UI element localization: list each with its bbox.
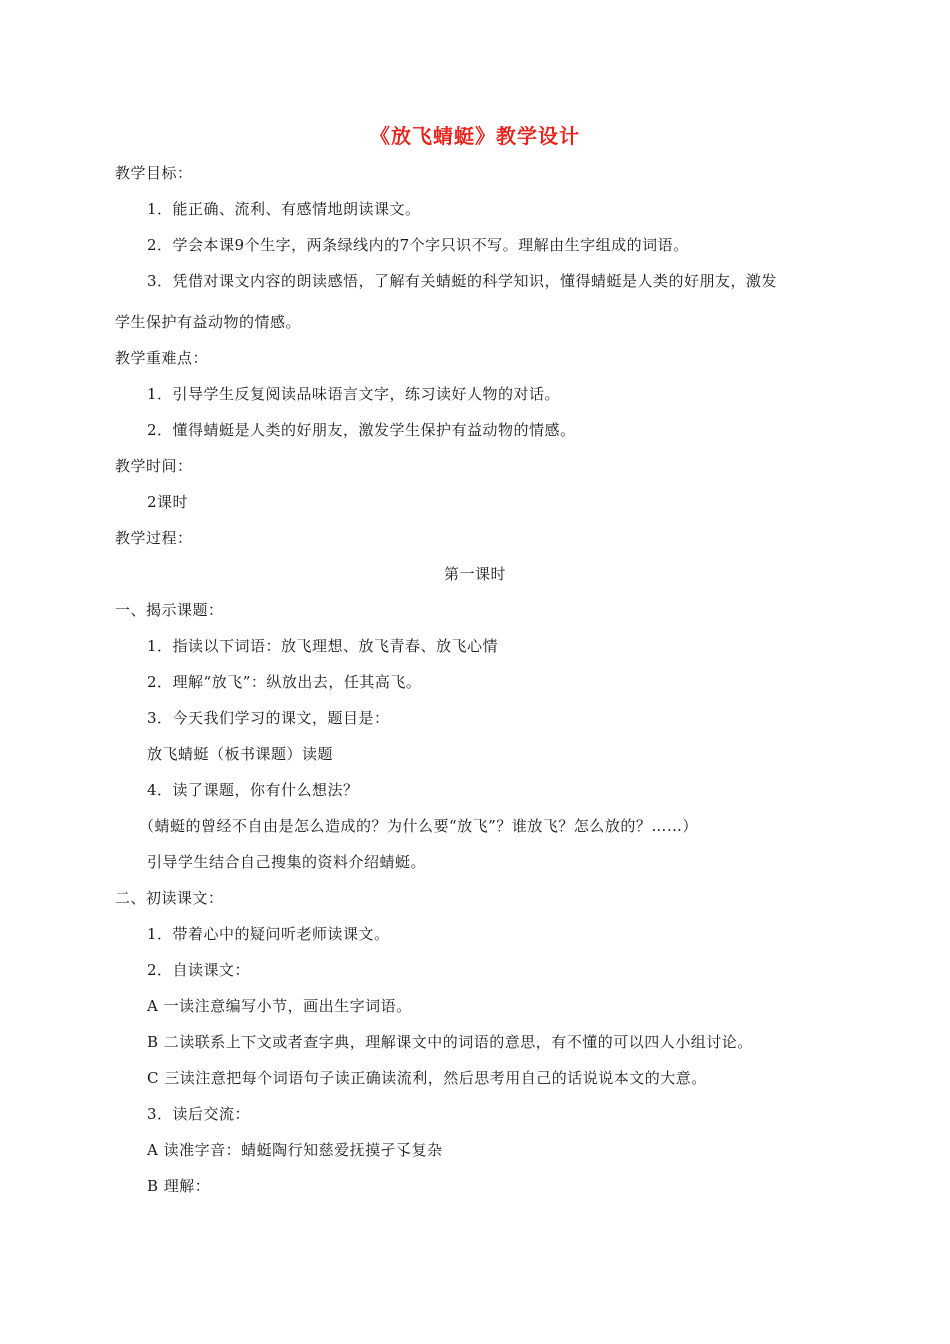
paragraph-line: 3．凭借对课文内容的朗读感悟，了解有关蜻蜓的科学知识，懂得蜻蜓是人类的好朋友，激发 [147,272,778,290]
paragraph-line: 2．理解“放飞”：纵放出去，任其高飞。 [147,673,422,691]
paragraph-line: B 二读联系上下文或者查字典，理解课文中的词语的意思，有不懂的可以四人小组讨论。 [147,1033,753,1051]
paragraph-line: 2．学会本课9个生字，两条绿线内的7个字只识不写。理解由生字组成的词语。 [147,236,689,254]
paragraph-line: 4．读了课题，你有什么想法？ [147,781,359,799]
paragraph-line: A 一读注意编写小节，画出生字词语。 [147,997,412,1015]
paragraph-line: 放飞蜻蜓（板书课题）读题 [147,745,334,763]
document-title: 《放飞蜻蜓》教学设计 [370,124,580,148]
paragraph-line: 1．引导学生反复阅读品味语言文字，练习读好人物的对话。 [147,385,561,403]
paragraph-line: 1．能正确、流利、有感情地朗读课文。 [147,200,421,218]
paragraph-line: 学生保护有益动物的情感。 [115,313,302,331]
section-heading-process: 教学过程： [115,529,193,547]
paragraph-line: 1．带着心中的疑问听老师读课文。 [147,925,390,943]
lesson-heading: 第一课时 [443,565,506,583]
paragraph-line: 2．懂得蜻蜓是人类的好朋友，激发学生保护有益动物的情感。 [147,421,576,439]
section-heading-key-points: 教学重难点： [115,349,209,367]
paragraph-line: 2．自读课文： [147,961,251,979]
paragraph-line: 3．今天我们学习的课文，题目是： [147,709,390,727]
paragraph-line: A 读准字音：蜻蜓陶行知慈爱抚摸孑孓复杂 [147,1141,443,1159]
paragraph-line: 引导学生结合自己搜集的资料介绍蜻蜓。 [147,853,427,871]
paragraph-line: （蜻蜓的曾经不自由是怎么造成的？为什么要“放飞”？谁放飞？怎么放的？……） [139,817,698,835]
paragraph-line: 1．指读以下词语：放飞理想、放飞青春、放飞心情 [147,637,499,655]
section-heading-objectives: 教学目标： [115,164,193,182]
paragraph-line: 3．读后交流： [147,1105,251,1123]
section-heading-time: 教学时间： [115,457,193,475]
section-heading-topic: 一、揭示课题： [115,601,224,619]
paragraph-line: B 理解： [147,1177,211,1195]
paragraph-line: C 三读注意把每个词语句子读正确读流利，然后思考用自己的话说说本文的大意。 [147,1069,707,1087]
paragraph-line: 2课时 [147,493,189,511]
section-heading-first-reading: 二、初读课文： [115,889,224,907]
